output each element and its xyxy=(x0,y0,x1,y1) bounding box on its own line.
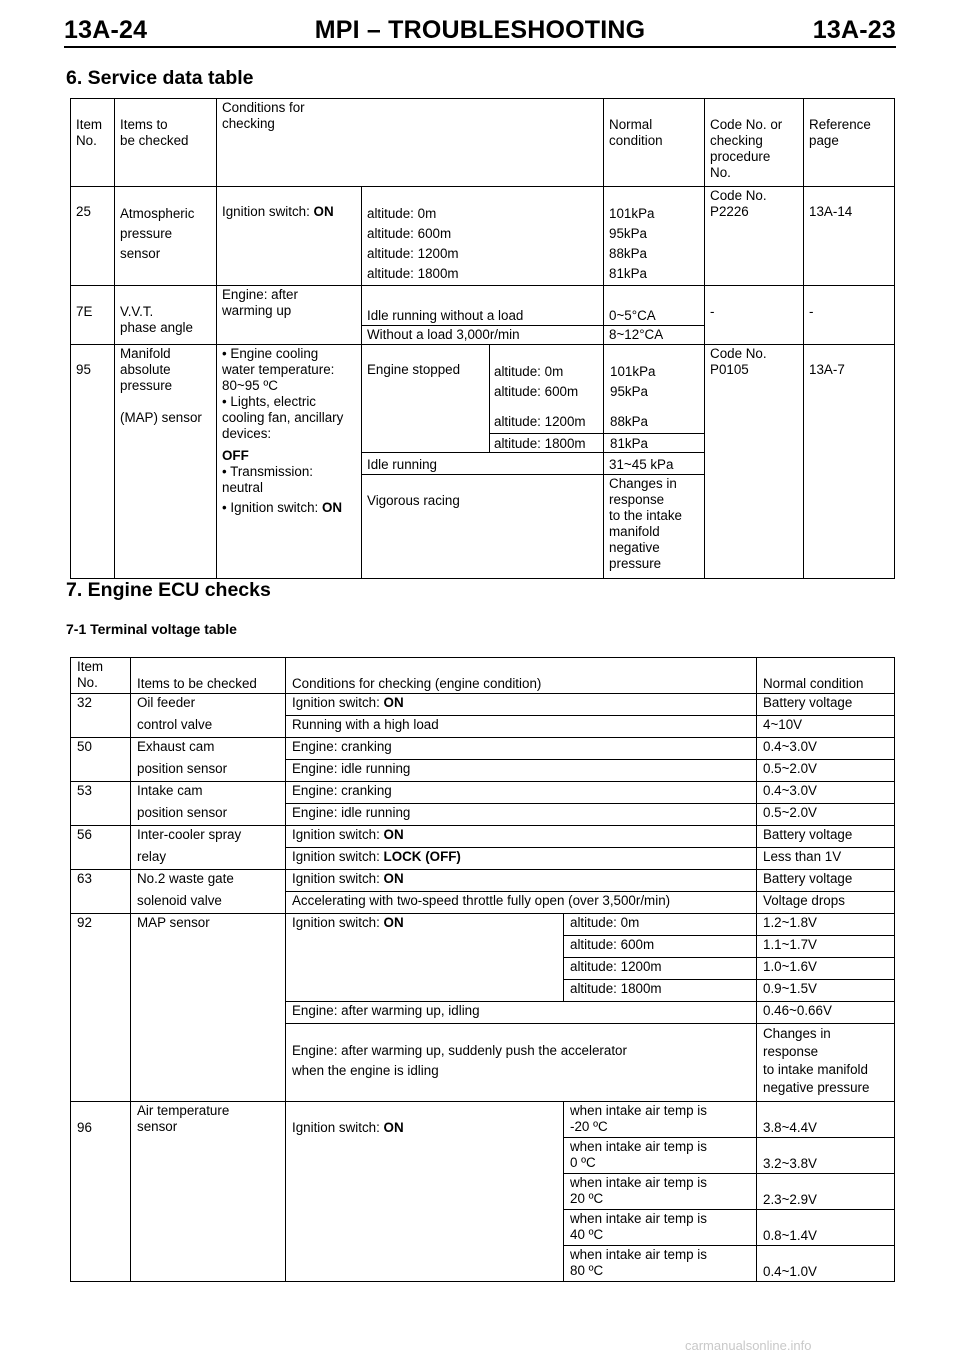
section-6-title: 6. Service data table xyxy=(66,67,254,89)
table-row xyxy=(71,1102,895,1138)
table-row xyxy=(71,694,895,716)
table-row xyxy=(71,286,895,326)
air-temp: when intake air temp is 80 ºC xyxy=(564,1246,757,1282)
normal-value: 0.9~1.5V xyxy=(757,980,895,1002)
normal-values: 101kPa 95kPa 88kPa 81kPa xyxy=(604,345,705,453)
item-no: 92 xyxy=(71,914,131,1102)
condition-state: Vigorous racing xyxy=(362,475,604,579)
normal-value: 3.2~3.8V xyxy=(757,1138,895,1174)
normal-value: 0.4~1.0V xyxy=(757,1246,895,1282)
condition: Accelerating with two-speed throttle fully open (over 3,500r/min) xyxy=(286,892,757,914)
watermark[interactable]: carmanualsonline.info xyxy=(685,1338,812,1353)
normal-value: 2.3~2.9V xyxy=(757,1174,895,1210)
normal-value: 1.0~1.6V xyxy=(757,958,895,980)
condition-state: Idle running xyxy=(362,453,604,475)
condition: Engine: after warming up, idling xyxy=(286,1002,757,1024)
condition: Ignition switch: LOCK (OFF) xyxy=(286,848,757,870)
normal-value: 4~10V xyxy=(757,716,895,738)
table-row xyxy=(71,870,895,892)
item-name: Intake cam xyxy=(131,782,286,804)
condition: Ignition switch: ON xyxy=(286,694,757,716)
page-header xyxy=(64,16,896,46)
table-row xyxy=(71,738,895,760)
item-name: control valve xyxy=(131,716,286,738)
normal-value: Battery voltage xyxy=(757,826,895,848)
normal-value: Changes in response to the intake manifold negative pressure xyxy=(604,475,705,579)
normal-value: 0~5°CA xyxy=(604,286,705,326)
normal-value: 0.4~3.0V xyxy=(757,738,895,760)
header-rule xyxy=(64,46,896,48)
col-items-checked: Items to be checked xyxy=(115,99,217,187)
item-name: position sensor xyxy=(131,804,286,826)
condition: Engine: after warming up, suddenly push the accelerator when the engine is idling xyxy=(286,1024,757,1102)
table-row xyxy=(71,760,895,782)
normal-value: Battery voltage xyxy=(757,870,895,892)
table-row xyxy=(71,782,895,804)
item-no: 32 xyxy=(71,694,131,716)
table-row xyxy=(71,716,895,738)
code-no: Code No. P0105 xyxy=(705,345,804,579)
service-data-table xyxy=(70,98,895,579)
air-temp: when intake air temp is -20 ºC xyxy=(564,1102,757,1138)
air-temp: when intake air temp is 40 ºC xyxy=(564,1210,757,1246)
condition: Engine: idle running xyxy=(286,760,757,782)
normal-value: 3.8~4.4V xyxy=(757,1102,895,1138)
condition: Engine: after warming up xyxy=(217,286,362,345)
item-name: Manifold absolute pressure (MAP) sensor xyxy=(115,345,217,579)
item-no: 53 xyxy=(71,782,131,804)
normal-values: 101kPa 95kPa 88kPa 81kPa xyxy=(604,187,705,286)
altitude: altitude: 600m xyxy=(564,936,757,958)
item-no: 96 xyxy=(71,1102,131,1282)
normal-value: 1.1~1.7V xyxy=(757,936,895,958)
altitude: altitude: 1200m xyxy=(564,958,757,980)
item-name: solenoid valve xyxy=(131,892,286,914)
air-temp: when intake air temp is 20 ºC xyxy=(564,1174,757,1210)
condition: Running with a high load xyxy=(286,716,757,738)
reference-page: 13A-14 xyxy=(804,187,895,286)
item-name: Inter-cooler spray xyxy=(131,826,286,848)
normal-value: Changes in response to intake manifold negative pressure xyxy=(757,1024,895,1102)
item-name: Exhaust cam xyxy=(131,738,286,760)
reference-page: 13A-7 xyxy=(804,345,895,579)
item-no: 56 xyxy=(71,826,131,848)
normal-value: 0.4~3.0V xyxy=(757,782,895,804)
table-row xyxy=(71,826,895,848)
col-code: Code No. or checking procedure No. xyxy=(705,99,804,187)
header-page-right: 13A-23 xyxy=(812,16,896,44)
table-row xyxy=(71,848,895,870)
header-title: MPI – TROUBLESHOOTING xyxy=(314,16,646,44)
normal-value: Battery voltage xyxy=(757,694,895,716)
col-item-no: Item No. xyxy=(71,99,115,187)
item-name: Atmospheric pressure sensor xyxy=(115,187,217,286)
normal-value: 1.2~1.8V xyxy=(757,914,895,936)
normal-value: 0.5~2.0V xyxy=(757,804,895,826)
col-items-checked: Items to be checked xyxy=(131,658,286,694)
altitudes: altitude: 0m altitude: 600m altitude: 1200m altitude: 1800m xyxy=(490,345,604,453)
condition: Ignition switch: ON xyxy=(286,826,757,848)
item-name: position sensor xyxy=(131,760,286,782)
col-conditions: Conditions for checking xyxy=(217,99,604,187)
normal-value: 31~45 kPa xyxy=(604,453,705,475)
condition: Ignition switch: ON xyxy=(286,1102,564,1282)
normal-value: 0.46~0.66V xyxy=(757,1002,895,1024)
normal-value: 0.5~2.0V xyxy=(757,760,895,782)
condition: Ignition switch: ON xyxy=(286,870,757,892)
item-name: Oil feeder xyxy=(131,694,286,716)
item-name: MAP sensor xyxy=(131,914,286,1102)
col-normal: Normal condition xyxy=(604,99,705,187)
table-row xyxy=(71,345,895,453)
col-normal: Normal condition xyxy=(757,658,895,694)
condition: Ignition switch: ON xyxy=(217,187,362,286)
condition: • Engine cooling water temperature: 80~95 ºC • Lights, electric cooling fan, ancillary devices: OFF • Transmission: neutral • Ignition switch: ON xyxy=(217,345,362,579)
item-name: Air temperature sensor xyxy=(131,1102,286,1282)
code-no: Code No. P2226 xyxy=(705,187,804,286)
condition-state: Idle running without a load xyxy=(362,286,604,326)
normal-value: Voltage drops xyxy=(757,892,895,914)
col-item-no: Item No. xyxy=(71,658,131,694)
item-name: relay xyxy=(131,848,286,870)
condition-state: Without a load 3,000r/min xyxy=(362,326,604,345)
section-7-subtitle: 7-1 Terminal voltage table xyxy=(66,621,237,637)
table-header-row xyxy=(71,99,895,187)
table-row xyxy=(71,187,895,286)
terminal-voltage-table xyxy=(70,657,895,1282)
header-page-left: 13A-24 xyxy=(64,16,148,44)
item-no: 25 xyxy=(71,187,115,286)
table-row xyxy=(71,804,895,826)
normal-value: 0.8~1.4V xyxy=(757,1210,895,1246)
normal-value: 8~12°CA xyxy=(604,326,705,345)
air-temp: when intake air temp is 0 ºC xyxy=(564,1138,757,1174)
item-no: 95 xyxy=(71,345,115,579)
item-no: 7E xyxy=(71,286,115,345)
col-conditions: Conditions for checking (engine condition) xyxy=(286,658,757,694)
normal-value: Less than 1V xyxy=(757,848,895,870)
altitude: altitude: 1800m xyxy=(564,980,757,1002)
section-7-title: 7. Engine ECU checks xyxy=(66,579,271,601)
code-no: - xyxy=(705,286,804,345)
item-name: V.V.T. phase angle xyxy=(115,286,217,345)
condition: Engine: cranking xyxy=(286,738,757,760)
condition-state: Engine stopped xyxy=(362,345,490,453)
table-row xyxy=(71,892,895,914)
altitude: altitude: 0m xyxy=(564,914,757,936)
reference-page: - xyxy=(804,286,895,345)
table-header-row xyxy=(71,658,895,694)
item-no: 50 xyxy=(71,738,131,760)
table-row xyxy=(71,914,895,936)
condition: Ignition switch: ON xyxy=(286,914,564,1002)
altitudes: altitude: 0m altitude: 600m altitude: 1200m altitude: 1800m xyxy=(362,187,604,286)
item-no: 63 xyxy=(71,870,131,892)
col-reference: Reference page xyxy=(804,99,895,187)
condition: Engine: idle running xyxy=(286,804,757,826)
condition: Engine: cranking xyxy=(286,782,757,804)
item-name: No.2 waste gate xyxy=(131,870,286,892)
